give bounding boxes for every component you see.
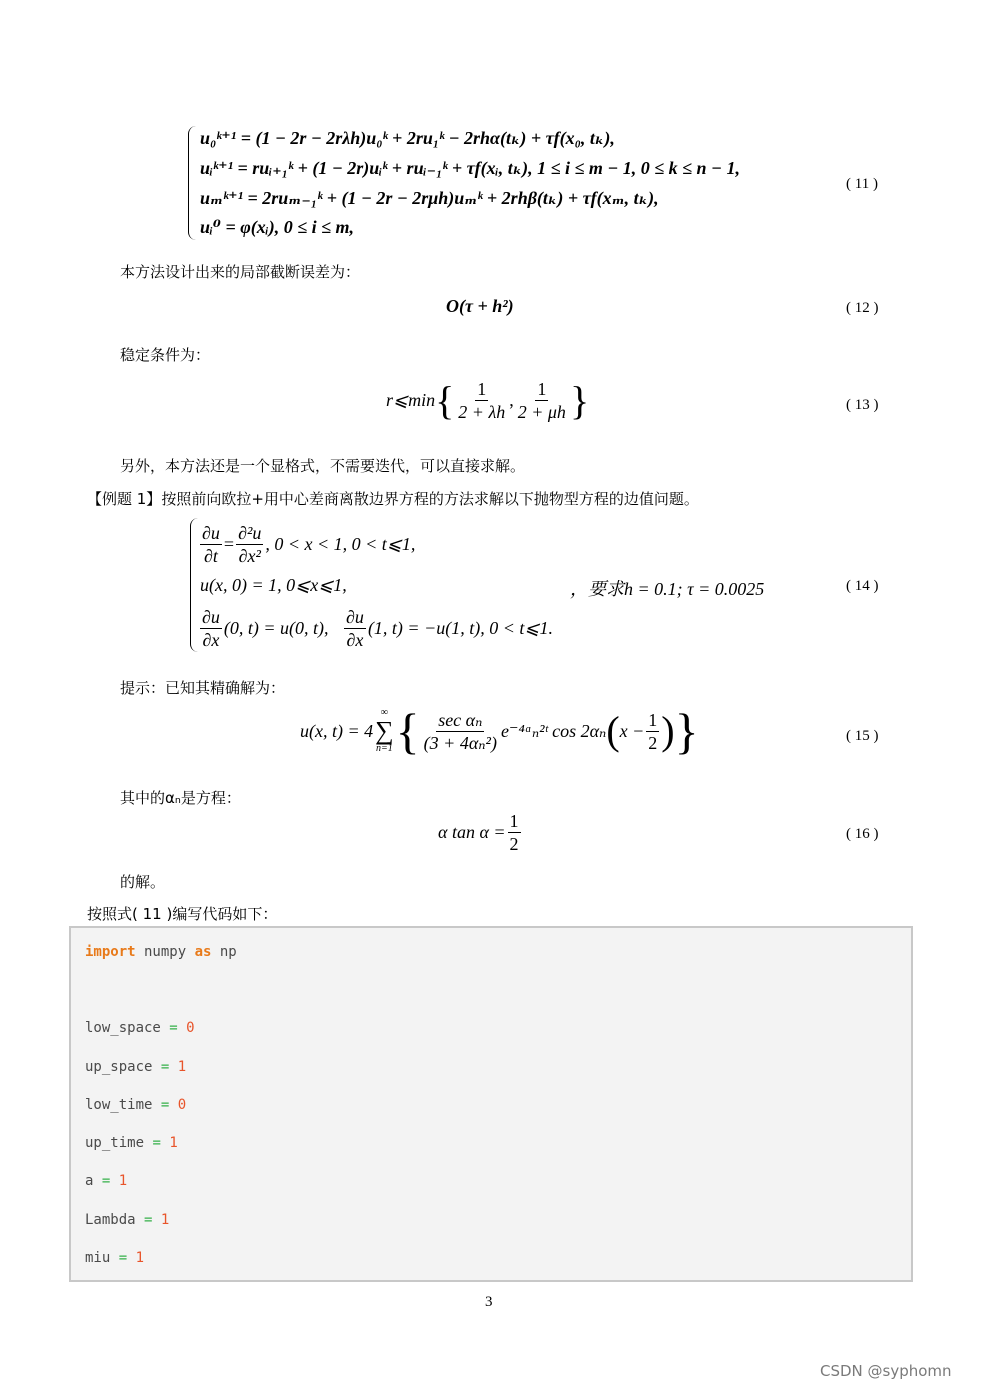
code-var-value: 1	[160, 1212, 170, 1228]
eq15-frac-num: sec αₙ	[438, 709, 483, 730]
text-hint: 提示：已知其精确解为：	[120, 679, 286, 697]
text-solution: 的解。	[120, 873, 166, 891]
eq14-dt: ∂t	[204, 546, 218, 566]
eq14-line1-tail: , 0 < x < 1, 0 < t⩽1,	[265, 534, 416, 554]
eq14-line3-tail: (1, t) = −u(1, t), 0 < t⩽1.	[367, 618, 553, 638]
eq11-line3: uₘᵏ⁺¹ = 2ruₘ₋₁ᵏ + (1 − 2r − 2rμh)uₘᵏ + 2rhβ(tₖ) + τf(xₘ, tₖ),	[200, 188, 659, 208]
code-block[interactable]	[69, 926, 913, 1282]
eq14-line2: u(x, 0) = 1, 0⩽x⩽1,	[200, 575, 347, 595]
eq13-frac1-num: 1	[477, 379, 487, 399]
code-line-import	[85, 944, 237, 960]
eq15-sum-top: ∞	[380, 707, 388, 718]
eq12-number: ( 12 )	[846, 300, 879, 316]
eq11-number: ( 11 )	[846, 176, 878, 192]
eq14-du: ∂u	[202, 523, 220, 543]
code-var-name: miu	[85, 1250, 111, 1266]
eq15-number: ( 15 )	[846, 728, 879, 744]
eq11-line4: uᵢ⁰ = φ(xᵢ), 0 ≤ i ≤ m,	[200, 217, 355, 237]
example-text: 按照前向欧拉+用中心差商离散边界方程的方法求解以下抛物型方程的边值问题。	[161, 490, 699, 508]
page-number: 3	[485, 1294, 493, 1310]
code-var-name: up_time	[85, 1135, 145, 1151]
eq14-line3-du2: ∂u	[346, 607, 364, 627]
eq16-num: 1	[509, 811, 519, 831]
sum-icon: ∑	[375, 716, 394, 745]
code-var-value: 1	[135, 1250, 145, 1266]
code-var-name: a	[85, 1173, 94, 1189]
eq13-frac2-num: 1	[537, 379, 547, 399]
eq16-lhs: α tan α =	[438, 822, 506, 842]
text-stability: 稳定条件为：	[120, 346, 211, 364]
eq15-frac-den: (3 + 4αₙ²)	[423, 732, 497, 753]
text-truncation-error: 本方法设计出来的局部截断误差为：	[120, 263, 361, 281]
code-kw-import: import	[85, 944, 136, 960]
code-line: miu = 1	[85, 1250, 145, 1266]
eq15-lhs: u(x, t) = 4	[300, 720, 374, 741]
eq13-number: ( 13 )	[846, 397, 879, 413]
code-var-name: Lambda	[85, 1212, 136, 1228]
code-import-alias: np	[211, 944, 237, 960]
text-alpha: 其中的αₙ是方程：	[120, 789, 241, 807]
eq15-exp: e⁻⁴ᵅₙ²ᵗ cos 2αₙ	[500, 720, 607, 741]
text-explicit: 另外，本方法还是一个显格式，不需要迭代，可以直接求解。	[120, 457, 526, 475]
eq14-line3-dx: ∂x	[202, 630, 220, 650]
eq13-frac2	[516, 378, 568, 423]
code-line: up_time = 1	[85, 1135, 178, 1151]
code-var-value: 0	[177, 1097, 187, 1113]
code-var-value: 1	[177, 1059, 187, 1075]
code-line: Lambda = 1	[85, 1212, 170, 1228]
code-var-value: 1	[169, 1135, 178, 1151]
code-var-name: low_space	[85, 1020, 161, 1036]
code-var-name: low_time	[85, 1097, 153, 1113]
code-var-name: up_space	[85, 1059, 153, 1075]
eq14-dx2: ∂x²	[238, 546, 261, 566]
eq15-tail-num: 1	[648, 709, 658, 730]
eq14-d2u: ∂²u	[238, 523, 262, 543]
eq11-line2: uᵢᵏ⁺¹ = ruᵢ₊₁ᵏ + (1 − 2r)uᵢᵏ + ruᵢ₋₁ᵏ + τf(xᵢ, tₖ), 1 ≤ i ≤ m − 1, 0 ≤ k ≤ n − 1,	[200, 158, 740, 178]
eq14-line3-dx2: ∂x	[346, 630, 364, 650]
eq13-frac2-den: 2 + μh	[517, 402, 566, 422]
eq14-number: ( 14 )	[846, 578, 879, 594]
code-var-value: 1	[118, 1173, 128, 1189]
code-var-value: 0	[186, 1020, 195, 1036]
eq11-line1: u₀ᵏ⁺¹ = (1 − 2r − 2rλh)u₀ᵏ + 2ru₁ᵏ − 2rhα(tₖ) + τf(x₀, tₖ),	[200, 128, 615, 148]
code-import-module: numpy	[135, 944, 195, 960]
eq15-tail-pre: x −	[619, 720, 645, 741]
eq14-line3-du: ∂u	[202, 607, 220, 627]
eq16	[438, 810, 523, 855]
eq16-den: 2	[509, 834, 519, 854]
eq13-lhs: r⩽min	[386, 390, 436, 410]
code-line: low_space = 0	[85, 1020, 195, 1036]
eq11-brace	[188, 126, 197, 240]
code-kw-as: as	[194, 944, 212, 960]
eq14-line1: $\frac{\partial u}{\partial t}$ = $\frac{\text{∂²u}}{\text{∂x²}}$ , 0 < x < 1, 0 < t⩽1,	[202, 523, 416, 566]
example-label: 【例题 1】	[87, 490, 162, 508]
eq16-number: ( 16 )	[846, 826, 879, 842]
eq15-tail-den: 2	[648, 732, 658, 753]
eq14-line3	[198, 606, 553, 651]
code-line: up_space = 1	[85, 1059, 187, 1075]
example-heading	[87, 488, 699, 509]
eq15-sum-bottom: n=1	[376, 743, 393, 754]
eq15: u(x, t) = 4 ∞ ∑ n=1 { $\frac{\text{sec αₙ}}{\text{(3 + 4αₙ²)}}$ e⁻⁴ᵅₙ²ᵗ cos 2αₙ ( x − $\frac{1}{2}$ ) }	[300, 703, 699, 759]
text-code-intro: 按照式( 11 )编写代码如下：	[87, 905, 278, 923]
eq13-frac1-den: 2 + λh	[458, 402, 506, 422]
eq14-requirement: ，要求h = 0.1; τ = 0.0025	[570, 579, 765, 599]
code-line: a = 1	[85, 1173, 128, 1189]
watermark: CSDN @syphomn	[820, 1362, 952, 1380]
eq13-frac1	[456, 378, 507, 423]
eq13: r⩽min { $\frac{1}{2 + \lambda h}$ , $\frac{1}{2 + \mu h}$ }	[386, 377, 590, 423]
eq14-line3-mid: (0, t) = u(0, t),	[223, 618, 343, 638]
code-line: low_time = 0	[85, 1097, 187, 1113]
eq12-expr: O(τ + h²)	[446, 296, 514, 316]
